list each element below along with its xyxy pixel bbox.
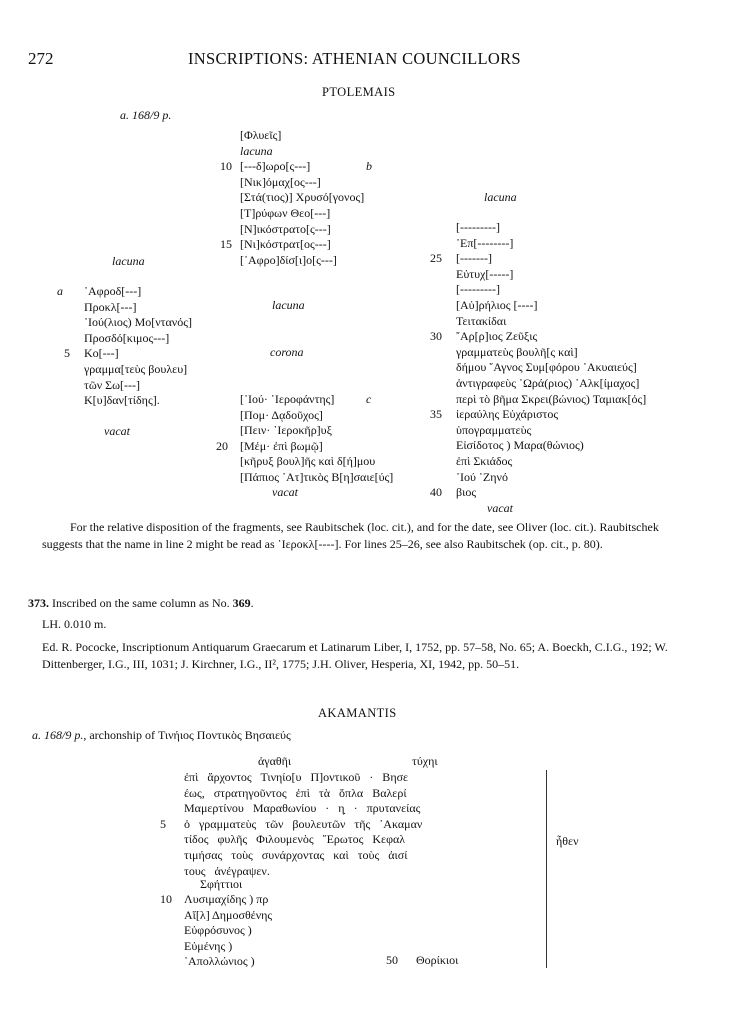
inscription-line: ᾿Ιού(λιος) Μο[ντανός] xyxy=(84,315,192,330)
fragment-right-vacat: vacat xyxy=(487,501,513,515)
line-number: 25 xyxy=(430,251,442,266)
inscription-line: lacuna xyxy=(240,143,273,158)
inscription-line: [Στά(τιος)] Χρυσό[γονος] xyxy=(240,190,365,205)
inscription-line: τῶν Σω[---] xyxy=(84,377,141,392)
inscription-line: ὑπογραμματεὺς xyxy=(456,422,532,437)
inscription-line: [Πάπιος ᾿Ατ]τικὸς Β[η]σαιε[ύς] xyxy=(240,470,394,484)
line-number: 30 xyxy=(430,329,442,344)
akamantis-date-rest: , archonship of Τινήιος Ποντικὸς Βησαιεύς xyxy=(83,728,291,742)
akamantis-date xyxy=(32,728,291,743)
akamantis-line: τους ἀνέγραψεν. xyxy=(184,863,270,878)
inscription-line: [Νικ]όμαχ[ος---] xyxy=(240,174,321,189)
name-line: Εὐμένης ) xyxy=(184,938,233,953)
inscription-line: [---δ]ωρο[ς---] xyxy=(240,159,311,174)
inscription-line: ἐπὶ Σκιάδος xyxy=(456,454,513,468)
akamantis-line: Μαμερτίνου Μαραθωνίου · η̣ · πρυτανείας xyxy=(184,801,421,816)
name-line: ᾿Απολλώνιος ) xyxy=(184,954,255,969)
inscription-line: Τειτακίδαι xyxy=(456,313,507,328)
name-line: Αἴ[λ] Δημοσθένης xyxy=(184,907,273,922)
fragment-b-marker: b xyxy=(366,159,372,173)
entry-bibliography: Ed. R. Pococke, Inscriptionum Antiquarum Graecarum et Latinarum Liber, I, 1752, pp. 57–58, No. 65; A. Boeckh, C.I.G., 192; W. Dittenberger, I.G., III, 1031; J. Kirchner, I.G., II², 1775; J.H. Oliver, Hesperia, XI, 1942, pp. 50–51. xyxy=(42,640,668,671)
akamantis-line: τιμήσας τοὺς συνάρχοντας καὶ τοὺς ἀισί xyxy=(184,848,408,862)
inscription-line: ἀντιγραφεὺς ῾Ωρά(ριος) ᾿Αλκ[ίμαχος] xyxy=(456,376,640,390)
fragment-a-marker: a xyxy=(57,284,63,298)
right-lacuna-heading: lacuna xyxy=(484,190,517,204)
inscription-line: Κ[υ]δαν[τίδης]. xyxy=(84,393,160,408)
ptolemais-title: PTOLEMAIS xyxy=(322,85,396,99)
inscription-line: [Πομ· Δᾳδοῦχος] xyxy=(240,407,323,422)
inscription-line: βιος xyxy=(456,485,477,500)
running-title: INSCRIPTIONS: ATHENIAN COUNCILLORS xyxy=(188,49,521,68)
inscription-line: ῎Αρ[ρ]ιος Ζεῦξις xyxy=(456,329,538,344)
name-line: Εὐφρόσυνος ) xyxy=(184,923,252,938)
line-number: 35 xyxy=(430,407,442,422)
entry-lh: LH. 0.010 m. xyxy=(42,617,107,631)
akamantis-title: AKAMANTIS xyxy=(318,706,397,720)
entry-head-end: . xyxy=(250,596,254,610)
fragment-a-vacat: vacat xyxy=(104,424,130,438)
header-word-2: τύχηι xyxy=(412,754,438,768)
inscription-line: ᾿Ιού ᾿Ζηνό xyxy=(456,469,508,484)
inscription-line: [Ν]ικόστρατο[ς---] xyxy=(240,221,331,236)
inscription-line: [Πειν· ῾Ιεροκῆρ]υξ xyxy=(240,423,332,438)
inscription-line: [Μέμ· ἐπὶ βωμῷ] xyxy=(240,438,323,453)
name-line: Λυσιμαχίδης ) πρ xyxy=(184,892,269,906)
inscription-line: Εἰσίδοτος ) Μαρα(θώνιος) xyxy=(456,438,584,453)
inscription-line: Κο[---] xyxy=(84,346,119,361)
header-word-1: ἀγαθῆι xyxy=(258,754,292,768)
inscription-line: ἱεραύλης Εὐχάριστος xyxy=(456,407,559,422)
inscription-line: ᾿Επ[--------] xyxy=(456,235,514,250)
line-number: 5 xyxy=(64,346,70,361)
entry-head-text: Inscribed on the same column as No. xyxy=(52,596,230,610)
akamantis-line: έως, στρατηγοῦντος ἐπὶ τὰ ὅπλα Βαλερί xyxy=(184,785,407,800)
inscription-line: [---------] xyxy=(456,220,500,234)
fragment-c-vacat: vacat xyxy=(272,485,298,499)
inscription-line: [Τ]ρύφων Θεο[---] xyxy=(240,206,331,220)
entry-373-head xyxy=(28,596,254,611)
ptolemais-note: For the relative disposition of the fragments, see Raubitschek (loc. cit.), and for the date, see Oliver (loc. cit.). Raubitschek suggests that the name in line 2 might be read as ῾Ιεροκλ[----]. For lines 25–26, see also Raubitschek (op. cit., p. 80). xyxy=(42,520,659,551)
akamantis-line: ἐπὶ ἄρχοντος Τινηίο[υ Π]οντικοῦ · Βησε xyxy=(184,770,409,784)
inscription-line: Προσδό[κιμος---] xyxy=(84,330,170,345)
page-number: 272 xyxy=(28,49,54,68)
line-number: 20 xyxy=(216,438,228,453)
lacuna-center: lacuna xyxy=(272,298,305,312)
inscription-line: Προκλ[---] xyxy=(84,299,137,314)
akamantis-line: τίδος φυλῆς Φιλουμενὸς ῎Ερωτος Κεφαλ xyxy=(184,832,406,847)
line-number: 10 xyxy=(160,892,172,906)
inscription-line: ᾿Αφροδ[---] xyxy=(84,284,142,298)
inscription-line: [Φλυεῖς] xyxy=(240,128,282,142)
side-note: ἦθεν xyxy=(556,834,579,848)
inscription-line: [᾿Ιού· ῾Ιεροφάντης] xyxy=(240,392,335,406)
inscription-line: [κῆρυξ βουλ]ῆς καὶ δ[ή]μου xyxy=(240,454,376,469)
ptolemais-date: a. 168/9 p. xyxy=(120,108,172,122)
line-50-number: 50 xyxy=(386,953,398,967)
line-number: 5 xyxy=(160,816,166,831)
line-number: 10 xyxy=(220,159,232,174)
inscription-line: Εὐτυχ[-----] xyxy=(456,266,514,281)
lacuna-left: lacuna xyxy=(112,254,145,268)
fragment-c-marker: c xyxy=(366,392,372,406)
akamantis-line: ὁ γραμματεὺς τῶν βουλευτῶν τῆς ᾿Ακαμαν xyxy=(184,816,423,831)
entry-ref-number: 369 xyxy=(232,596,251,610)
inscription-line: [Αὐ]ρήλιος [----] xyxy=(456,298,538,312)
line-number: 15 xyxy=(220,237,232,252)
inscription-line: περὶ τὸ βῆμα Σκρει(βώνιος) Ταμιακ[ός] xyxy=(456,391,647,406)
inscription-line: [---------] xyxy=(456,282,500,297)
entry-number: 373. xyxy=(28,596,49,610)
inscription-line: [᾿Αφρο]δίσ[ι]ο[ς---] xyxy=(240,252,337,267)
inscription-line: γραμμα[τεὺς βουλευ] xyxy=(84,362,188,376)
inscription-line: δήμου ῎Αγνος Συμ[φόρου ᾿Ακυαιεύς] xyxy=(456,360,637,375)
line-number: 40 xyxy=(430,485,442,500)
inscription-line: [-------] xyxy=(456,251,492,266)
inscription-line: γραμματεὺς βουλῆ[ς καὶ] xyxy=(456,344,578,359)
deme-heading: Σφήττιοι xyxy=(200,877,243,891)
inscription-line: [Νι]κόστρατ[ος---] xyxy=(240,237,331,252)
column-rule xyxy=(546,770,547,968)
line-50-text: Θορίκιοι xyxy=(416,953,459,967)
corona-label: corona xyxy=(270,345,304,359)
akamantis-date-label: a. 168/9 p. xyxy=(32,728,84,742)
